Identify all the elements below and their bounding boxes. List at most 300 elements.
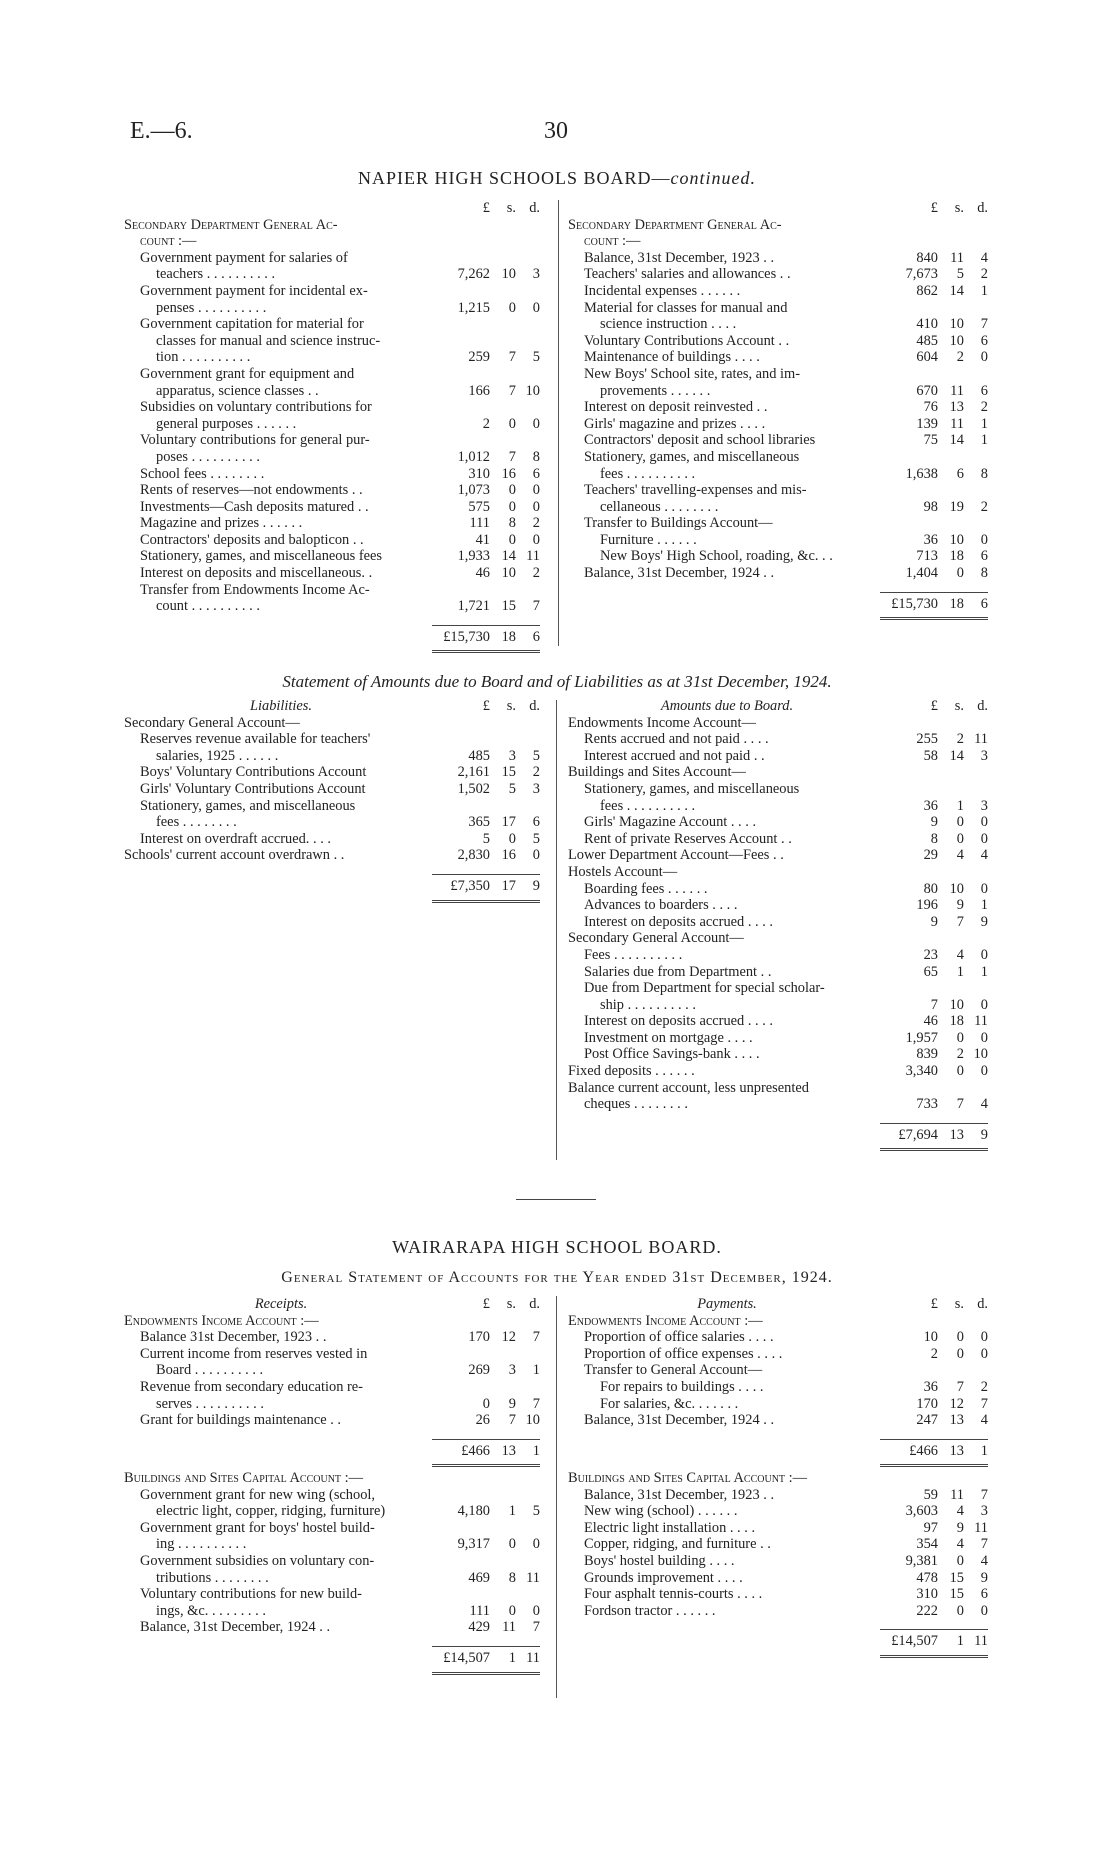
table-row: [124, 283, 540, 300]
row-label: Balance, 31st December, 1923 . .: [584, 249, 775, 266]
row-label: Endowments Income Account—: [568, 714, 756, 731]
table-row: [124, 1470, 540, 1487]
amount-pence: 9: [980, 1569, 988, 1586]
table-row: [568, 1570, 988, 1587]
table-row: [568, 798, 988, 815]
total-pounds: £15,730: [891, 595, 938, 612]
amount-shillings: 10: [949, 880, 964, 897]
amount-pounds: 2,830: [457, 847, 490, 864]
row-label: Lower Department Account—Fees . .: [568, 847, 784, 864]
row-amount: [886, 1503, 988, 1520]
row-amount: [886, 1013, 988, 1030]
amount-shillings: 11: [950, 415, 964, 432]
amount-shillings: 12: [501, 1329, 516, 1346]
row-amount: [438, 449, 540, 466]
amount-shillings: 9: [956, 897, 964, 914]
total-shillings: 13: [949, 1442, 964, 1459]
row-label: poses . . . . . . . . . .: [156, 448, 260, 465]
row-label: Boarding fees . . . . . .: [584, 880, 708, 897]
row-amount: [886, 897, 988, 914]
table-row: [124, 1553, 540, 1570]
amount-shillings: 1: [956, 797, 964, 814]
amount-pence: 2: [980, 498, 988, 515]
amount-shillings: 7: [508, 349, 516, 366]
table-row: [568, 1553, 988, 1570]
table-row: [124, 482, 540, 499]
amount-pence: 8: [980, 565, 988, 582]
table-row: [568, 266, 988, 283]
amount-pence: 0: [980, 1063, 988, 1080]
table-row: [568, 1503, 988, 1520]
row-label: salaries, 1925 . . . . . .: [156, 747, 279, 764]
table-row: [124, 582, 540, 599]
amount-shillings: 16: [501, 465, 516, 482]
row-amount: [886, 316, 988, 333]
napier-title: [0, 168, 1114, 189]
amount-pounds: 196: [916, 897, 938, 914]
table-row: [124, 731, 540, 748]
row-label: Stationery, games, and miscellaneous: [140, 797, 356, 814]
amount-pounds: 1,957: [905, 1029, 938, 1046]
amount-shillings: 0: [956, 1063, 964, 1080]
row-label: Interest on deposits and miscellaneous. .: [140, 565, 373, 582]
amount-shillings: 17: [501, 814, 516, 831]
row-label: Interest on deposits accrued . . . .: [584, 913, 774, 930]
table-row: [568, 847, 988, 864]
row-amount: [886, 731, 988, 748]
amount-shillings: 5: [508, 780, 516, 797]
table-header: [124, 200, 540, 217]
row-label: Transfer to Buildings Account—: [584, 515, 773, 532]
amount-pence: 0: [980, 1602, 988, 1619]
amount-shillings: 3: [508, 747, 516, 764]
row-amount: [886, 914, 988, 931]
row-amount: [438, 565, 540, 582]
table-row: [568, 1030, 988, 1047]
amount-pence: 7: [980, 1395, 988, 1412]
row-amount: [438, 814, 540, 831]
wairarapa-divider: [556, 1296, 557, 1698]
total-pounds: £15,730: [443, 628, 490, 645]
row-label: serves . . . . . . . . . .: [156, 1395, 264, 1412]
row-amount: [438, 383, 540, 400]
total-shillings: 17: [501, 877, 516, 894]
table-row: [568, 1536, 988, 1553]
table-row: [124, 847, 540, 864]
total-pence: 6: [980, 595, 988, 612]
table-row: [124, 1586, 540, 1603]
column-heads: [438, 1296, 540, 1313]
row-label: Stationery, games, and miscellaneous: [584, 448, 800, 465]
row-label: fees . . . . . . . . . .: [600, 797, 696, 814]
column-head: £: [482, 200, 490, 216]
amount-pence: 10: [525, 382, 540, 399]
row-amount: [886, 1570, 988, 1587]
table-row: [568, 1063, 988, 1080]
amount-pounds: 604: [916, 349, 938, 366]
column-heads: [886, 698, 988, 715]
amount-pounds: 9: [930, 913, 938, 930]
wairarapa-receipts-2: [124, 1470, 540, 1667]
amount-pounds: 5: [482, 830, 490, 847]
row-label: apparatus, science classes . .: [156, 382, 319, 399]
amount-shillings: 2: [956, 731, 964, 748]
amount-pounds: 310: [916, 1586, 938, 1603]
row-label: ings, &c. . . . . . . . .: [156, 1602, 266, 1619]
row-amount: [438, 831, 540, 848]
amount-shillings: 13: [949, 399, 964, 416]
amount-shillings: 4: [956, 1503, 964, 1520]
row-amount: [886, 333, 988, 350]
amount-pounds: 8: [930, 830, 938, 847]
row-amount: [886, 1536, 988, 1553]
row-label: Rent of private Reserves Account . .: [584, 830, 792, 847]
table-row: [568, 947, 988, 964]
row-amount: [886, 432, 988, 449]
column-head: £: [930, 698, 938, 714]
column-heads: [886, 200, 988, 217]
row-amount: [886, 349, 988, 366]
amount-shillings: 3: [508, 1362, 516, 1379]
table-row: [124, 316, 540, 333]
amounts-due-table: [568, 698, 988, 1143]
row-label: Buildings and Sites Capital Account :—: [568, 1470, 808, 1486]
amount-shillings: 0: [956, 1602, 964, 1619]
amount-pounds: 36: [923, 797, 938, 814]
amount-pence: 7: [532, 1329, 540, 1346]
amount-shillings: 14: [949, 432, 964, 449]
page-ref: E.—6.: [130, 118, 193, 144]
amount-shillings: 0: [956, 1329, 964, 1346]
amount-pounds: 139: [916, 415, 938, 432]
amount-shillings: 11: [502, 1619, 516, 1636]
row-amount: [438, 266, 540, 283]
amount-pounds: 269: [468, 1362, 490, 1379]
table-row: [568, 548, 988, 565]
amount-pence: 5: [532, 349, 540, 366]
table-row: [568, 764, 988, 781]
row-label: Material for classes for manual and: [584, 299, 788, 316]
row-label: Contractors' deposit and school libraries: [584, 432, 816, 449]
row-label: Balance, 31st December, 1924 . .: [584, 1412, 775, 1429]
amount-pounds: 259: [468, 349, 490, 366]
row-label: Due from Department for special scholar-: [584, 980, 825, 997]
amount-pence: 1: [980, 415, 988, 432]
amount-pence: 5: [532, 830, 540, 847]
amount-pence: 0: [980, 1329, 988, 1346]
total-pence: 9: [980, 1126, 988, 1143]
table-total: [568, 1123, 988, 1144]
page-number: 30: [544, 118, 568, 144]
row-label: science instruction . . . .: [600, 316, 737, 333]
table-row: [124, 217, 540, 234]
amount-pounds: 2: [930, 1345, 938, 1362]
table-row: [124, 366, 540, 383]
amount-pounds: 1,012: [457, 448, 490, 465]
row-label: Endowments Income Account :—: [568, 1312, 763, 1329]
amount-pounds: 469: [468, 1569, 490, 1586]
amount-pence: 9: [980, 913, 988, 930]
amount-pence: 6: [980, 1586, 988, 1603]
wairarapa-payments-1: [568, 1296, 988, 1459]
row-amount: [438, 1362, 540, 1379]
row-label: Stationery, games, and miscellaneous fees: [140, 548, 383, 565]
row-label: Investments—Cash deposits matured . .: [140, 498, 369, 515]
row-label: New Boys' School site, rates, and im-: [584, 365, 801, 382]
column-heads: [438, 698, 540, 715]
amount-pence: 11: [526, 548, 540, 565]
column-head: s.: [954, 1296, 964, 1312]
amount-shillings: 7: [508, 1412, 516, 1429]
amount-pounds: 166: [468, 382, 490, 399]
total-shillings: 1: [508, 1649, 516, 1666]
amount-pence: 3: [532, 266, 540, 283]
amount-pounds: 9,381: [905, 1552, 938, 1569]
row-label: Government payment for salaries of: [140, 249, 348, 266]
row-amount: [438, 781, 540, 798]
row-label: fees . . . . . . . . . .: [600, 465, 696, 482]
row-amount: [886, 997, 988, 1014]
napier-payments: [568, 200, 988, 612]
amount-pounds: 410: [916, 316, 938, 333]
amount-shillings: 14: [949, 282, 964, 299]
row-label: Fordson tractor . . . . . .: [584, 1602, 716, 1619]
amount-pence: 11: [974, 731, 988, 748]
row-label: Interest on deposits accrued . . . .: [584, 1013, 774, 1030]
row-label: Secondary General Account—: [568, 930, 744, 947]
amount-shillings: 11: [950, 249, 964, 266]
amount-shillings: 0: [508, 1536, 516, 1553]
row-amount: [886, 1030, 988, 1047]
amount-pence: 0: [980, 946, 988, 963]
amount-pence: 0: [980, 880, 988, 897]
table-row: [124, 416, 540, 433]
row-label: count . . . . . . . . . .: [156, 598, 260, 615]
column-head: s.: [506, 698, 516, 714]
amount-pence: 6: [532, 814, 540, 831]
amount-pence: 8: [532, 448, 540, 465]
table-row: [568, 1046, 988, 1063]
amount-pence: 0: [980, 996, 988, 1013]
table-row: [568, 881, 988, 898]
row-label: Magazine and prizes . . . . . .: [140, 515, 303, 532]
table-row: [568, 316, 988, 333]
amount-pounds: 485: [468, 747, 490, 764]
row-label: count :—: [584, 233, 641, 250]
amount-pounds: 310: [468, 465, 490, 482]
total-pence: 11: [526, 1649, 540, 1666]
amount-pence: 0: [980, 1345, 988, 1362]
table-row: [568, 383, 988, 400]
amount-pence: 4: [980, 1552, 988, 1569]
amount-shillings: 10: [949, 996, 964, 1013]
row-label: Voluntary contributions for general pur-: [140, 432, 370, 449]
row-amount: [438, 598, 540, 615]
amount-pence: 3: [980, 1503, 988, 1520]
amount-pence: 7: [980, 1536, 988, 1553]
row-amount: [886, 964, 988, 981]
total-pence: 1: [532, 1442, 540, 1459]
amount-pence: 7: [532, 1619, 540, 1636]
row-amount: [438, 349, 540, 366]
table-row: [568, 499, 988, 516]
row-label: Schools' current account overdrawn . .: [124, 847, 345, 864]
row-amount: [886, 532, 988, 549]
table-row: [568, 366, 988, 383]
row-label: Buildings and Sites Capital Account :—: [124, 1470, 364, 1486]
wairarapa-receipts-1: [124, 1296, 540, 1459]
table-row: [568, 864, 988, 881]
row-label: cheques . . . . . . . .: [584, 1096, 688, 1113]
table-row: [568, 814, 988, 831]
row-label: Contractors' deposits and balopticon . .: [140, 531, 364, 548]
total-pence: 11: [974, 1633, 988, 1650]
amount-pounds: 365: [468, 814, 490, 831]
column-head: d.: [529, 200, 540, 216]
amount-pence: 2: [532, 515, 540, 532]
row-label: Government payment for incidental ex-: [140, 282, 368, 299]
amount-pounds: 75: [923, 432, 938, 449]
row-amount: [886, 1487, 988, 1504]
wairarapa-subtitle: General Statement of Accounts for the Year ended 31st December, 1924.: [281, 1269, 833, 1286]
row-label: Buildings and Sites Account—: [568, 764, 746, 781]
amount-pence: 0: [980, 531, 988, 548]
amount-pounds: 36: [923, 531, 938, 548]
row-label: Copper, ridging, and furniture . .: [584, 1536, 771, 1553]
table-row: [568, 449, 988, 466]
amount-pence: 3: [532, 780, 540, 797]
row-label: fees . . . . . . . .: [156, 814, 237, 831]
table-row: [124, 300, 540, 317]
amount-pounds: 839: [916, 1046, 938, 1063]
table-row: [124, 1329, 540, 1346]
total-pounds: £7,350: [450, 877, 490, 894]
row-label: ing . . . . . . . . . .: [156, 1536, 247, 1553]
amount-pence: 0: [532, 415, 540, 432]
row-amount: [438, 1396, 540, 1413]
amount-shillings: 7: [956, 1378, 964, 1395]
amount-pence: 0: [532, 1536, 540, 1553]
table-row: [568, 897, 988, 914]
total-shillings: 18: [501, 628, 516, 645]
amount-shillings: 0: [956, 565, 964, 582]
row-label: Girls' Voluntary Contributions Account: [140, 780, 366, 797]
table-row: [124, 349, 540, 366]
row-amount: [438, 748, 540, 765]
amount-pounds: 7,673: [905, 266, 938, 283]
row-label: classes for manual and science instruc-: [156, 332, 381, 349]
table-row: [568, 1013, 988, 1030]
row-amount: [438, 847, 540, 864]
row-label: Advances to boarders . . . .: [584, 897, 738, 914]
row-label: New wing (school) . . . . . .: [584, 1503, 738, 1520]
amount-pounds: 59: [923, 1486, 938, 1503]
napier-receipts: [124, 200, 540, 645]
amount-shillings: 19: [949, 498, 964, 515]
amount-pounds: 862: [916, 282, 938, 299]
amount-pence: 5: [532, 747, 540, 764]
table-row: [568, 1586, 988, 1603]
row-amount: [438, 1619, 540, 1636]
row-amount: [886, 499, 988, 516]
amount-pence: 0: [980, 814, 988, 831]
row-label: count :—: [140, 233, 197, 250]
row-label: Secondary Department General Ac-: [568, 216, 782, 233]
table-row: [124, 1619, 540, 1636]
row-label: Government grant for boys' hostel build-: [140, 1519, 375, 1536]
table-row: [568, 1520, 988, 1537]
row-label: Secondary Department General Ac-: [124, 216, 338, 233]
amount-pence: 2: [980, 1378, 988, 1395]
amount-pounds: 255: [916, 731, 938, 748]
table-row: [568, 930, 988, 947]
amount-shillings: 11: [950, 1486, 964, 1503]
amount-pounds: 478: [916, 1569, 938, 1586]
table-row: [568, 466, 988, 483]
row-amount: [886, 831, 988, 848]
table-row: [568, 1096, 988, 1113]
row-label: Reserves revenue available for teachers': [140, 731, 371, 748]
row-label: Interest on overdraft accrued. . . .: [140, 830, 331, 847]
amount-pounds: 575: [468, 498, 490, 515]
row-label: Subsidies on voluntary contributions for: [140, 399, 372, 416]
row-label: tributions . . . . . . . .: [156, 1569, 269, 1586]
row-amount: [886, 1586, 988, 1603]
amount-pence: 0: [532, 531, 540, 548]
total-shillings: 1: [956, 1633, 964, 1650]
table-row: [124, 814, 540, 831]
column-head: d.: [977, 698, 988, 714]
row-label: Incidental expenses . . . . . .: [584, 282, 741, 299]
column-head: s.: [506, 200, 516, 216]
amount-pence: 0: [980, 830, 988, 847]
row-label: For repairs to buildings . . . .: [600, 1378, 764, 1395]
row-amount: [886, 1520, 988, 1537]
row-label: Interest accrued and not paid . .: [584, 747, 765, 764]
row-amount: [438, 300, 540, 317]
row-amount: [886, 416, 988, 433]
table-row: [124, 1346, 540, 1363]
amount-shillings: 0: [956, 1345, 964, 1362]
table-row: [568, 416, 988, 433]
table-row: [568, 781, 988, 798]
row-label: Balance, 31st December, 1924 . .: [584, 565, 775, 582]
column-head: s.: [954, 200, 964, 216]
amount-pence: 4: [980, 847, 988, 864]
amount-pence: 1: [980, 963, 988, 980]
table-row: [568, 283, 988, 300]
row-amount: [886, 383, 988, 400]
table-total: [124, 874, 540, 895]
table-row: [124, 548, 540, 565]
amount-pence: 6: [980, 382, 988, 399]
amount-shillings: 4: [956, 847, 964, 864]
amount-shillings: 14: [949, 747, 964, 764]
amount-shillings: 8: [508, 515, 516, 532]
amount-pounds: 23: [923, 946, 938, 963]
amount-shillings: 0: [956, 814, 964, 831]
column-head: d.: [977, 200, 988, 216]
amount-pounds: 7: [930, 996, 938, 1013]
table-row: [568, 399, 988, 416]
amount-pounds: 485: [916, 332, 938, 349]
amount-shillings: 0: [956, 1552, 964, 1569]
table-row: [124, 1503, 540, 1520]
table-row: [568, 532, 988, 549]
table-row: [568, 1470, 988, 1487]
row-label: Post Office Savings-bank . . . .: [584, 1046, 760, 1063]
table-row: [124, 532, 540, 549]
